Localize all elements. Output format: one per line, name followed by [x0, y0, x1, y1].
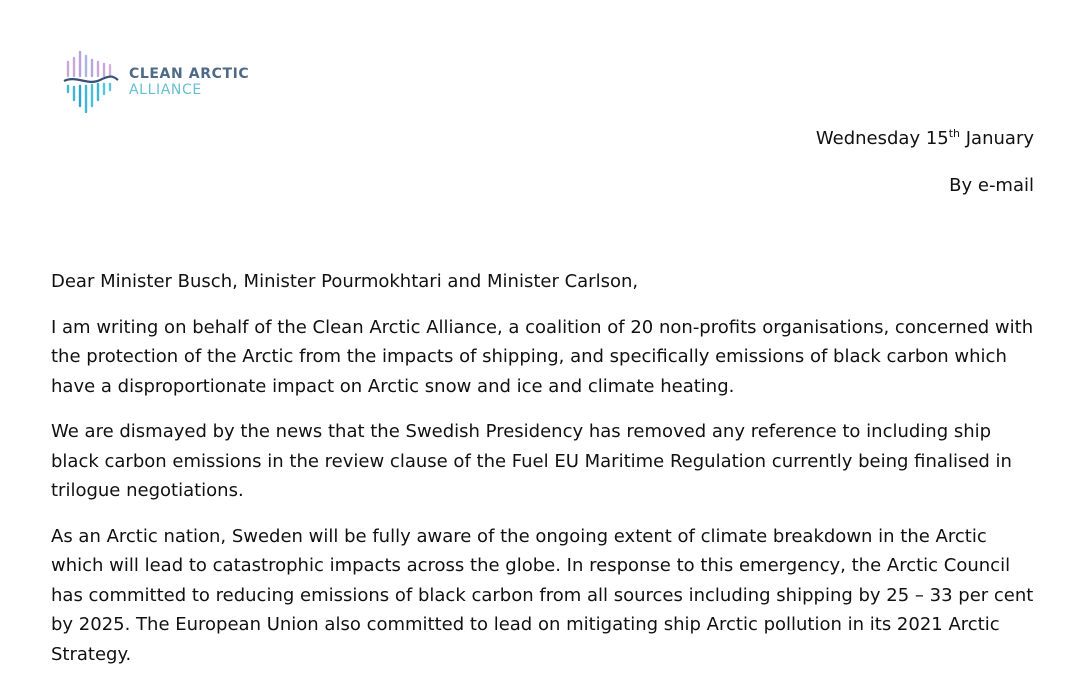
- salutation: Dear Minister Busch, Minister Pourmokhtari and Minister Carlson,: [51, 271, 639, 292]
- date-suffix: January: [960, 128, 1034, 149]
- paragraph-concern: We are dismayed by the news that the Swedish Presidency has removed any reference to including ship black carbon emissions in the review clause of the Fuel EU Maritime Regulation currently being finalised in trilogue negotiations.: [51, 421, 1012, 501]
- paragraph-context: As an Arctic nation, Sweden will be fully aware of the ongoing extent of climate breakdown in the Arctic which will lead to catastrophic impacts across the globe. In response to this emergency, the Arctic Council has committed to reducing emissions of black carbon from all sources including shipping by 25 – 33 per cent by 2025. The European Union also committed to lead on mitigating ship Arctic pollution in its 2021 Arctic Strategy.: [51, 525, 1034, 665]
- logo-line-1: CLEAN ARCTIC: [129, 66, 250, 82]
- paragraph-intro: I am writing on behalf of the Clean Arctic Alliance, a coalition of 20 non-profits organisations, concerned with the protection of the Arctic from the impacts of shipping, and specifically emissions of black carbon which have a disproportionate impact on Arctic snow and ice and climate heating.: [51, 316, 1034, 397]
- date-ordinal: th: [948, 127, 961, 140]
- letter-date: [816, 128, 1034, 150]
- logo-line-2: ALLIANCE: [129, 82, 202, 98]
- logo-mark-icon: [62, 48, 122, 116]
- delivery-method: By e-mail: [949, 175, 1034, 196]
- logo-wordmark: [129, 66, 249, 98]
- letter-body: [51, 267, 1041, 685]
- date-prefix: Wednesday 15: [815, 128, 949, 149]
- clean-arctic-alliance-logo: [62, 48, 282, 116]
